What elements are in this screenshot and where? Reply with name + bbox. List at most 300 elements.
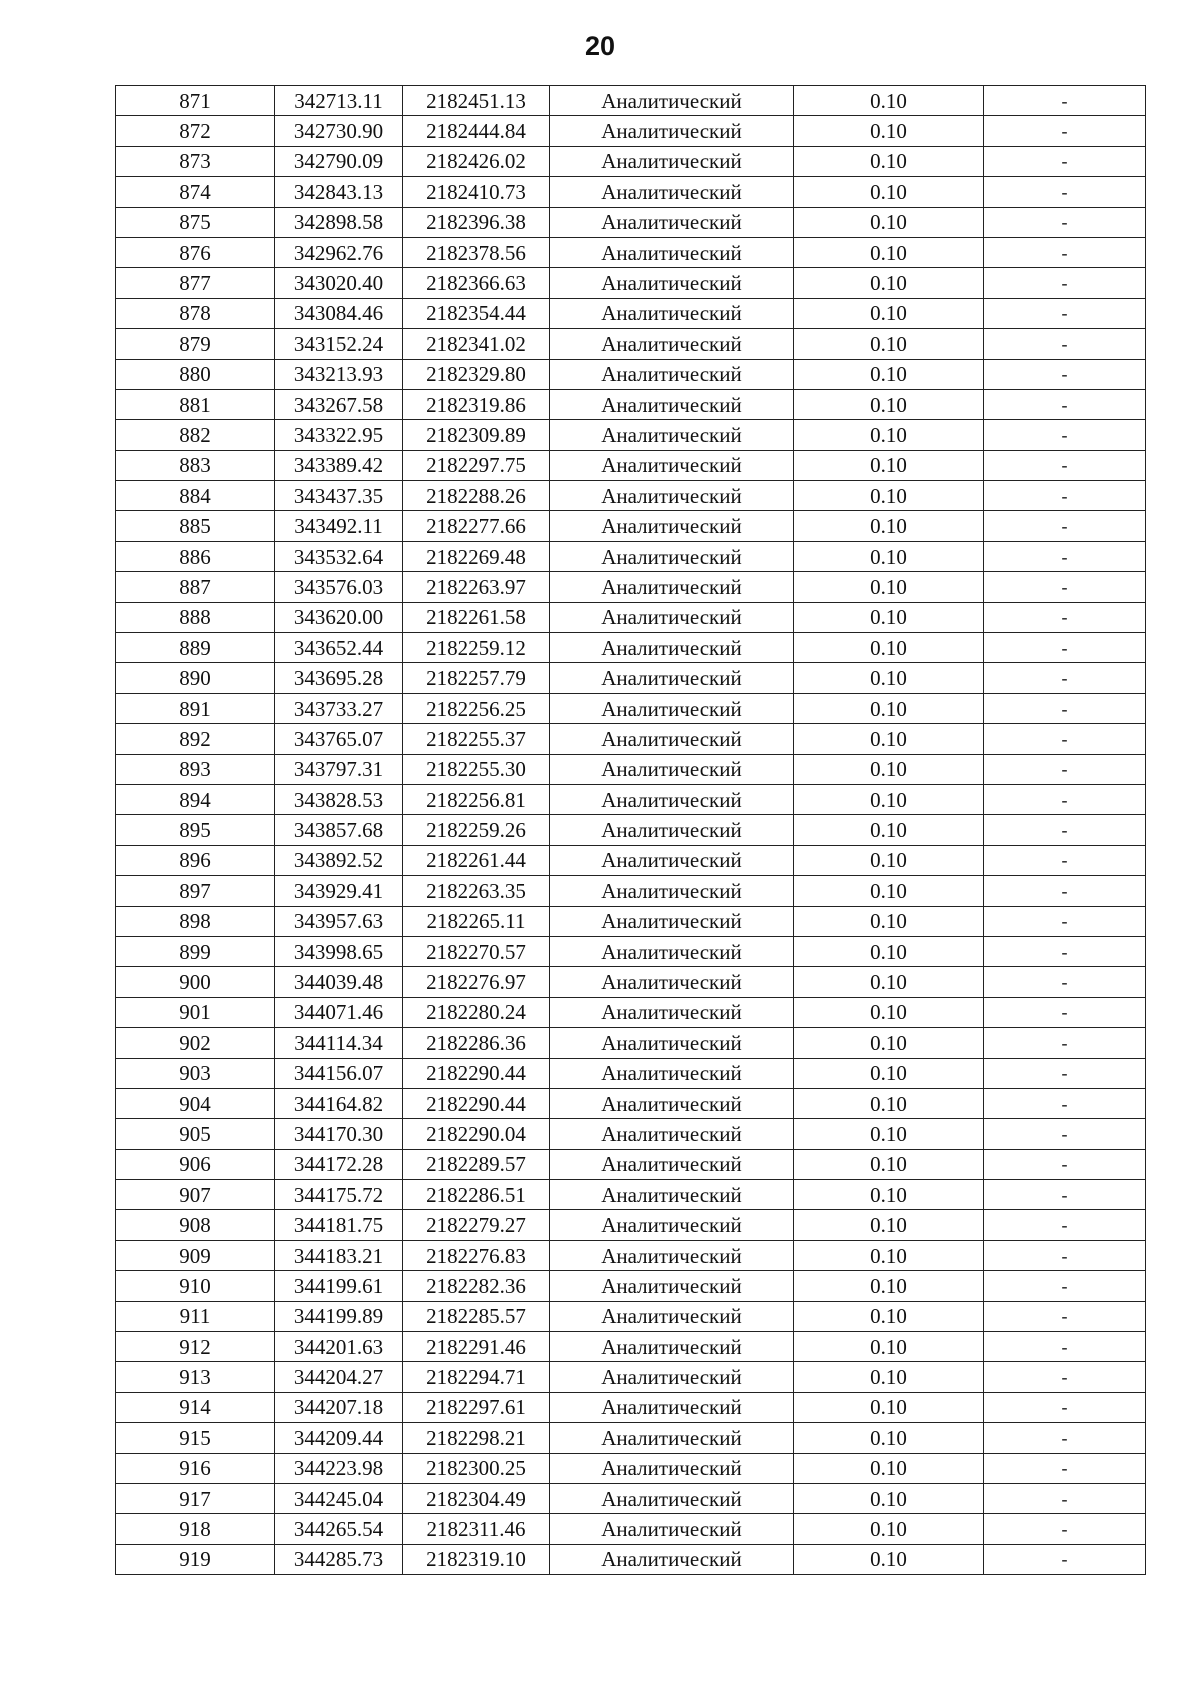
method-cell: Аналитический [550,329,794,359]
x-coordinate-cell: 344175.72 [275,1180,403,1210]
x-coordinate-cell: 343576.03 [275,572,403,602]
table-row [116,1453,1146,1483]
point-number-cell: 896 [116,845,275,875]
y-coordinate-cell: 2182282.36 [403,1271,550,1301]
y-coordinate-cell: 2182255.37 [403,724,550,754]
note-cell: - [984,511,1146,541]
method-cell: Аналитический [550,663,794,693]
x-coordinate-cell: 343389.42 [275,450,403,480]
y-coordinate-cell: 2182451.13 [403,86,550,116]
table-row [116,116,1146,146]
table-row [116,450,1146,480]
point-number-cell: 884 [116,481,275,511]
method-cell: Аналитический [550,1058,794,1088]
table-row [116,541,1146,571]
accuracy-cell: 0.10 [794,1362,984,1392]
accuracy-cell: 0.10 [794,1483,984,1513]
x-coordinate-cell: 342898.58 [275,207,403,237]
accuracy-cell: 0.10 [794,633,984,663]
point-number-cell: 880 [116,359,275,389]
note-cell: - [984,1271,1146,1301]
method-cell: Аналитический [550,1483,794,1513]
y-coordinate-cell: 2182256.81 [403,784,550,814]
note-cell: - [984,450,1146,480]
table-row [116,389,1146,419]
accuracy-cell: 0.10 [794,86,984,116]
y-coordinate-cell: 2182286.36 [403,1028,550,1058]
point-number-cell: 874 [116,177,275,207]
point-number-cell: 892 [116,724,275,754]
x-coordinate-cell: 343828.53 [275,784,403,814]
table-row [116,1362,1146,1392]
table-row [116,177,1146,207]
y-coordinate-cell: 2182309.89 [403,420,550,450]
method-cell: Аналитический [550,86,794,116]
method-cell: Аналитический [550,268,794,298]
y-coordinate-cell: 2182341.02 [403,329,550,359]
point-number-cell: 890 [116,663,275,693]
table-row [116,633,1146,663]
y-coordinate-cell: 2182304.49 [403,1483,550,1513]
x-coordinate-cell: 343765.07 [275,724,403,754]
y-coordinate-cell: 2182290.04 [403,1119,550,1149]
note-cell: - [984,1362,1146,1392]
accuracy-cell: 0.10 [794,359,984,389]
accuracy-cell: 0.10 [794,754,984,784]
accuracy-cell: 0.10 [794,815,984,845]
note-cell: - [984,481,1146,511]
y-coordinate-cell: 2182319.10 [403,1544,550,1574]
method-cell: Аналитический [550,1028,794,1058]
x-coordinate-cell: 343152.24 [275,329,403,359]
x-coordinate-cell: 344039.48 [275,967,403,997]
accuracy-cell: 0.10 [794,572,984,602]
x-coordinate-cell: 343797.31 [275,754,403,784]
x-coordinate-cell: 344199.61 [275,1271,403,1301]
y-coordinate-cell: 2182366.63 [403,268,550,298]
point-number-cell: 919 [116,1544,275,1574]
table-row [116,1028,1146,1058]
x-coordinate-cell: 342790.09 [275,146,403,176]
point-number-cell: 897 [116,876,275,906]
accuracy-cell: 0.10 [794,268,984,298]
note-cell: - [984,1544,1146,1574]
point-number-cell: 885 [116,511,275,541]
accuracy-cell: 0.10 [794,298,984,328]
point-number-cell: 908 [116,1210,275,1240]
note-cell: - [984,146,1146,176]
note-cell: - [984,1149,1146,1179]
x-coordinate-cell: 343620.00 [275,602,403,632]
x-coordinate-cell: 344164.82 [275,1088,403,1118]
y-coordinate-cell: 2182263.35 [403,876,550,906]
x-coordinate-cell: 344265.54 [275,1514,403,1544]
table-row [116,1210,1146,1240]
table-row [116,86,1146,116]
method-cell: Аналитический [550,116,794,146]
point-number-cell: 899 [116,936,275,966]
x-coordinate-cell: 343084.46 [275,298,403,328]
table-row [116,1088,1146,1118]
note-cell: - [984,1514,1146,1544]
table-row [116,1119,1146,1149]
table-row [116,1180,1146,1210]
y-coordinate-cell: 2182288.26 [403,481,550,511]
method-cell: Аналитический [550,724,794,754]
method-cell: Аналитический [550,237,794,267]
point-number-cell: 873 [116,146,275,176]
note-cell: - [984,116,1146,146]
x-coordinate-cell: 343267.58 [275,389,403,419]
y-coordinate-cell: 2182289.57 [403,1149,550,1179]
x-coordinate-cell: 344156.07 [275,1058,403,1088]
accuracy-cell: 0.10 [794,1149,984,1179]
y-coordinate-cell: 2182265.11 [403,906,550,936]
y-coordinate-cell: 2182300.25 [403,1453,550,1483]
table-row [116,481,1146,511]
note-cell: - [984,268,1146,298]
note-cell: - [984,693,1146,723]
note-cell: - [984,663,1146,693]
point-number-cell: 871 [116,86,275,116]
x-coordinate-cell: 344209.44 [275,1423,403,1453]
y-coordinate-cell: 2182354.44 [403,298,550,328]
method-cell: Аналитический [550,177,794,207]
method-cell: Аналитический [550,1392,794,1422]
table-row [116,207,1146,237]
point-number-cell: 879 [116,329,275,359]
method-cell: Аналитический [550,1149,794,1179]
x-coordinate-cell: 343892.52 [275,845,403,875]
accuracy-cell: 0.10 [794,1423,984,1453]
accuracy-cell: 0.10 [794,1088,984,1118]
note-cell: - [984,784,1146,814]
note-cell: - [984,572,1146,602]
y-coordinate-cell: 2182261.44 [403,845,550,875]
note-cell: - [984,633,1146,663]
y-coordinate-cell: 2182285.57 [403,1301,550,1331]
note-cell: - [984,967,1146,997]
table-row [116,663,1146,693]
note-cell: - [984,420,1146,450]
method-cell: Аналитический [550,784,794,814]
note-cell: - [984,1119,1146,1149]
x-coordinate-cell: 344071.46 [275,997,403,1027]
accuracy-cell: 0.10 [794,1119,984,1149]
x-coordinate-cell: 344204.27 [275,1362,403,1392]
point-number-cell: 894 [116,784,275,814]
y-coordinate-cell: 2182291.46 [403,1332,550,1362]
method-cell: Аналитический [550,845,794,875]
accuracy-cell: 0.10 [794,784,984,814]
accuracy-cell: 0.10 [794,420,984,450]
point-number-cell: 876 [116,237,275,267]
note-cell: - [984,1210,1146,1240]
table-row [116,1544,1146,1574]
point-number-cell: 882 [116,420,275,450]
note-cell: - [984,1332,1146,1362]
point-number-cell: 911 [116,1301,275,1331]
method-cell: Аналитический [550,1362,794,1392]
x-coordinate-cell: 343492.11 [275,511,403,541]
method-cell: Аналитический [550,511,794,541]
y-coordinate-cell: 2182269.48 [403,541,550,571]
method-cell: Аналитический [550,481,794,511]
table-row [116,784,1146,814]
note-cell: - [984,997,1146,1027]
method-cell: Аналитический [550,1240,794,1270]
x-coordinate-cell: 342730.90 [275,116,403,146]
table-row [116,298,1146,328]
method-cell: Аналитический [550,997,794,1027]
x-coordinate-cell: 343532.64 [275,541,403,571]
table-row [116,1301,1146,1331]
page-number: 20 [584,31,616,61]
point-number-cell: 898 [116,906,275,936]
point-number-cell: 887 [116,572,275,602]
note-cell: - [984,1483,1146,1513]
table-row [116,997,1146,1027]
note-cell: - [984,1392,1146,1422]
y-coordinate-cell: 2182263.97 [403,572,550,602]
accuracy-cell: 0.10 [794,906,984,936]
method-cell: Аналитический [550,967,794,997]
note-cell: - [984,845,1146,875]
accuracy-cell: 0.10 [794,845,984,875]
y-coordinate-cell: 2182255.30 [403,754,550,784]
note-cell: - [984,906,1146,936]
point-number-cell: 916 [116,1453,275,1483]
point-number-cell: 904 [116,1088,275,1118]
note-cell: - [984,1453,1146,1483]
method-cell: Аналитический [550,1453,794,1483]
table-row [116,936,1146,966]
table-row [116,693,1146,723]
y-coordinate-cell: 2182279.27 [403,1210,550,1240]
y-coordinate-cell: 2182290.44 [403,1088,550,1118]
accuracy-cell: 0.10 [794,177,984,207]
note-cell: - [984,1180,1146,1210]
note-cell: - [984,1028,1146,1058]
point-number-cell: 917 [116,1483,275,1513]
accuracy-cell: 0.10 [794,146,984,176]
accuracy-cell: 0.10 [794,1392,984,1422]
y-coordinate-cell: 2182396.38 [403,207,550,237]
table-row [116,845,1146,875]
table-row [116,1392,1146,1422]
point-number-cell: 886 [116,541,275,571]
accuracy-cell: 0.10 [794,329,984,359]
y-coordinate-cell: 2182378.56 [403,237,550,267]
y-coordinate-cell: 2182294.71 [403,1362,550,1392]
accuracy-cell: 0.10 [794,1058,984,1088]
x-coordinate-cell: 344223.98 [275,1453,403,1483]
table-row [116,815,1146,845]
y-coordinate-cell: 2182256.25 [403,693,550,723]
point-number-cell: 895 [116,815,275,845]
method-cell: Аналитический [550,1423,794,1453]
point-number-cell: 878 [116,298,275,328]
method-cell: Аналитический [550,1210,794,1240]
point-number-cell: 889 [116,633,275,663]
accuracy-cell: 0.10 [794,602,984,632]
x-coordinate-cell: 344172.28 [275,1149,403,1179]
table-row [116,1058,1146,1088]
table-row [116,420,1146,450]
accuracy-cell: 0.10 [794,936,984,966]
note-cell: - [984,815,1146,845]
point-number-cell: 903 [116,1058,275,1088]
x-coordinate-cell: 343322.95 [275,420,403,450]
accuracy-cell: 0.10 [794,1332,984,1362]
point-number-cell: 905 [116,1119,275,1149]
table-row [116,268,1146,298]
y-coordinate-cell: 2182444.84 [403,116,550,146]
method-cell: Аналитический [550,207,794,237]
accuracy-cell: 0.10 [794,876,984,906]
x-coordinate-cell: 342713.11 [275,86,403,116]
coordinates-table [115,85,1146,1575]
x-coordinate-cell: 344207.18 [275,1392,403,1422]
accuracy-cell: 0.10 [794,1453,984,1483]
method-cell: Аналитический [550,1301,794,1331]
point-number-cell: 909 [116,1240,275,1270]
y-coordinate-cell: 2182297.75 [403,450,550,480]
point-number-cell: 913 [116,1362,275,1392]
note-cell: - [984,876,1146,906]
accuracy-cell: 0.10 [794,1028,984,1058]
accuracy-cell: 0.10 [794,481,984,511]
method-cell: Аналитический [550,906,794,936]
point-number-cell: 872 [116,116,275,146]
point-number-cell: 902 [116,1028,275,1058]
x-coordinate-cell: 343695.28 [275,663,403,693]
point-number-cell: 891 [116,693,275,723]
x-coordinate-cell: 344201.63 [275,1332,403,1362]
method-cell: Аналитический [550,876,794,906]
x-coordinate-cell: 344114.34 [275,1028,403,1058]
y-coordinate-cell: 2182298.21 [403,1423,550,1453]
accuracy-cell: 0.10 [794,389,984,419]
point-number-cell: 888 [116,602,275,632]
method-cell: Аналитический [550,602,794,632]
accuracy-cell: 0.10 [794,511,984,541]
table-row [116,754,1146,784]
table-row [116,724,1146,754]
table-row [116,146,1146,176]
point-number-cell: 906 [116,1149,275,1179]
table-row [116,1149,1146,1179]
point-number-cell: 875 [116,207,275,237]
note-cell: - [984,754,1146,784]
method-cell: Аналитический [550,541,794,571]
x-coordinate-cell: 342843.13 [275,177,403,207]
table-row [116,906,1146,936]
x-coordinate-cell: 343929.41 [275,876,403,906]
table-row [116,602,1146,632]
method-cell: Аналитический [550,693,794,723]
x-coordinate-cell: 344183.21 [275,1240,403,1270]
point-number-cell: 907 [116,1180,275,1210]
method-cell: Аналитический [550,1180,794,1210]
coordinates-table-body [116,86,1146,1575]
table-row [116,876,1146,906]
table-row [116,1332,1146,1362]
x-coordinate-cell: 343857.68 [275,815,403,845]
method-cell: Аналитический [550,754,794,784]
method-cell: Аналитический [550,389,794,419]
x-coordinate-cell: 343652.44 [275,633,403,663]
accuracy-cell: 0.10 [794,967,984,997]
accuracy-cell: 0.10 [794,541,984,571]
note-cell: - [984,359,1146,389]
method-cell: Аналитический [550,298,794,328]
x-coordinate-cell: 344170.30 [275,1119,403,1149]
point-number-cell: 910 [116,1271,275,1301]
table-row [116,967,1146,997]
note-cell: - [984,1240,1146,1270]
method-cell: Аналитический [550,1514,794,1544]
method-cell: Аналитический [550,633,794,663]
y-coordinate-cell: 2182290.44 [403,1058,550,1088]
table-row [116,329,1146,359]
y-coordinate-cell: 2182276.97 [403,967,550,997]
point-number-cell: 883 [116,450,275,480]
method-cell: Аналитический [550,146,794,176]
method-cell: Аналитический [550,1088,794,1118]
y-coordinate-cell: 2182280.24 [403,997,550,1027]
x-coordinate-cell: 344181.75 [275,1210,403,1240]
accuracy-cell: 0.10 [794,1544,984,1574]
y-coordinate-cell: 2182261.58 [403,602,550,632]
y-coordinate-cell: 2182257.79 [403,663,550,693]
note-cell: - [984,298,1146,328]
method-cell: Аналитический [550,1332,794,1362]
table-row [116,1423,1146,1453]
point-number-cell: 901 [116,997,275,1027]
table-row [116,359,1146,389]
table-row [116,1271,1146,1301]
accuracy-cell: 0.10 [794,663,984,693]
point-number-cell: 877 [116,268,275,298]
accuracy-cell: 0.10 [794,1301,984,1331]
note-cell: - [984,936,1146,966]
note-cell: - [984,724,1146,754]
note-cell: - [984,1088,1146,1118]
note-cell: - [984,177,1146,207]
y-coordinate-cell: 2182319.86 [403,389,550,419]
point-number-cell: 900 [116,967,275,997]
note-cell: - [984,237,1146,267]
note-cell: - [984,329,1146,359]
point-number-cell: 915 [116,1423,275,1453]
y-coordinate-cell: 2182410.73 [403,177,550,207]
y-coordinate-cell: 2182277.66 [403,511,550,541]
accuracy-cell: 0.10 [794,237,984,267]
method-cell: Аналитический [550,420,794,450]
note-cell: - [984,602,1146,632]
y-coordinate-cell: 2182426.02 [403,146,550,176]
point-number-cell: 918 [116,1514,275,1544]
accuracy-cell: 0.10 [794,450,984,480]
point-number-cell: 881 [116,389,275,419]
note-cell: - [984,389,1146,419]
accuracy-cell: 0.10 [794,116,984,146]
x-coordinate-cell: 344199.89 [275,1301,403,1331]
accuracy-cell: 0.10 [794,1514,984,1544]
accuracy-cell: 0.10 [794,693,984,723]
y-coordinate-cell: 2182276.83 [403,1240,550,1270]
